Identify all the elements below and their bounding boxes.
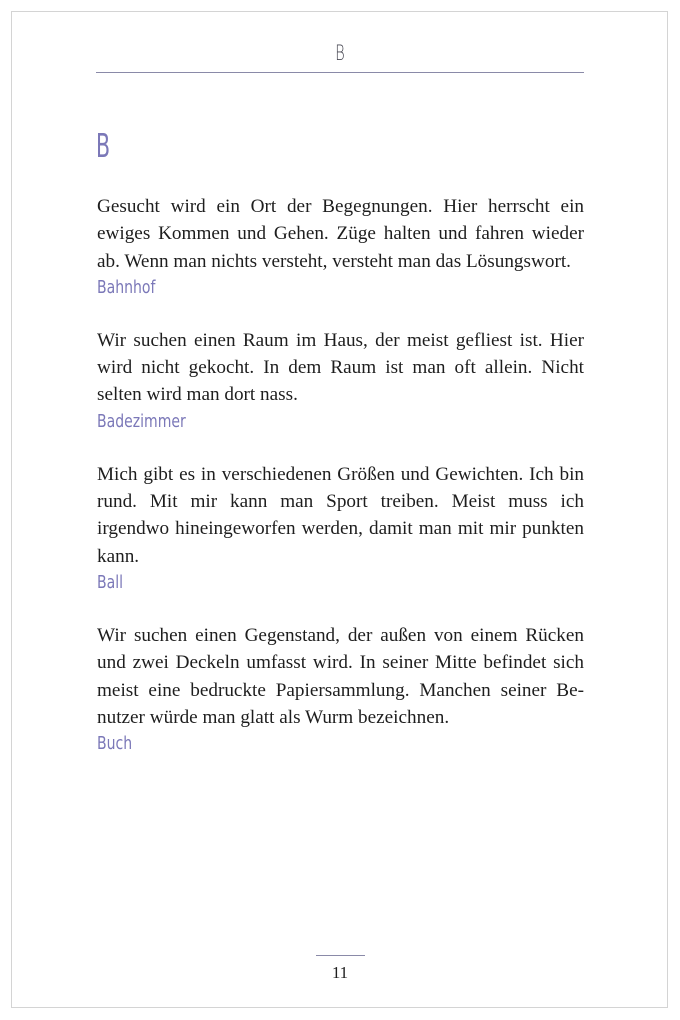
riddle-item (97, 622, 584, 757)
riddle-text: Wir suchen einen Raum im Haus, der meist gefliest ist. Hier wird nicht gekocht. In dem Raum ist man oft allein. Nicht selten wird man dort nass. (97, 329, 584, 406)
riddle-list (97, 193, 584, 783)
running-header (96, 36, 584, 73)
riddle-text: Gesucht wird ein Ort der Begegnungen. Hier herrscht ein ewiges Kommen und Gehen. Züge halten und fahren wieder ab. Wenn man nichts versteht, versteht man das Lösungswort. (97, 196, 584, 272)
riddle-answer: Buch (97, 733, 133, 755)
riddle-answer: Bahnhof (97, 276, 156, 298)
running-header-letter: B (335, 41, 345, 65)
riddle-item (97, 193, 584, 301)
riddle-text: Mich gibt es in verschiedenen Größen und Gewichten. Ich bin rund. Mit mir kann man Sport treiben. Meist muss ich irgendwo hineingeworfen werden, damit man mit mir punkten kann. (97, 463, 584, 567)
riddle-text: Wir suchen einen Gegenstand, der außen von einem Rücken und zwei Deckeln umfasst wird. In seiner Mitte befindet sich meist eine bedruckte Papiersammlung. Manchen seiner Benutzer würde man glatt als Wurm bezeichnen. (97, 624, 584, 728)
folio-rule (316, 955, 365, 956)
page-number: 11 (331, 963, 349, 982)
riddle-item (97, 327, 584, 435)
riddle-answer: Ball (97, 571, 124, 593)
chapter-heading: B (96, 126, 111, 165)
riddle-item (97, 461, 584, 596)
riddle-answer: Badezimmer (97, 410, 186, 432)
